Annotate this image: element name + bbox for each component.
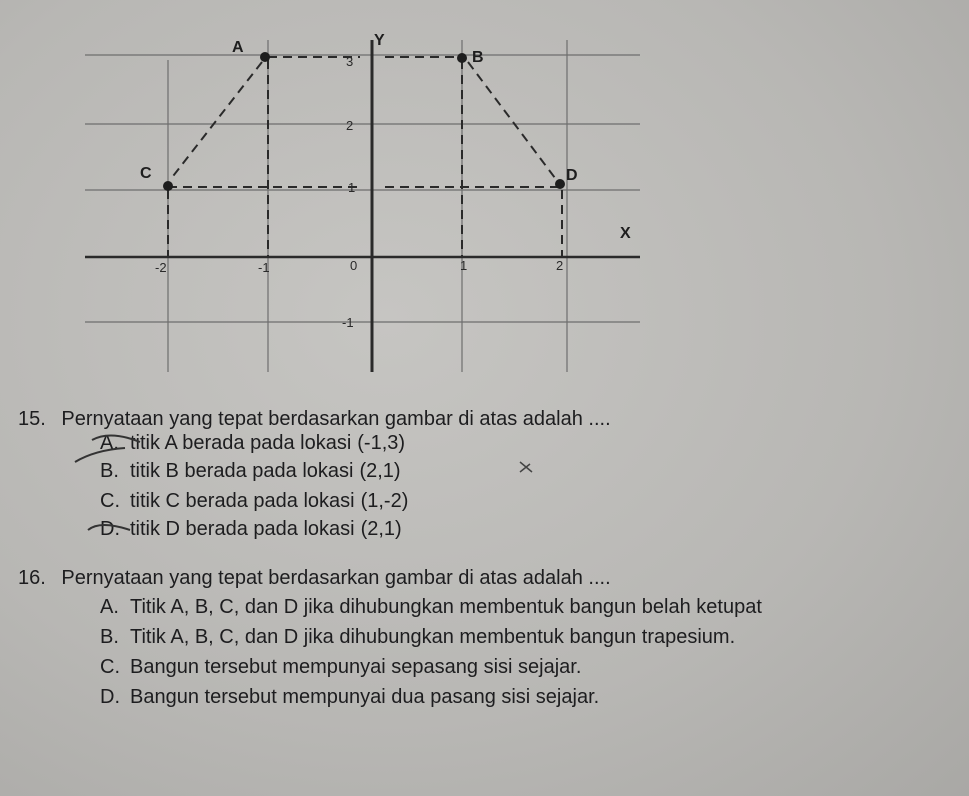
option-text: Titik A, B, C, dan D jika dihubungkan membentuk bangun belah ketupat: [130, 596, 762, 618]
question-16: [18, 567, 611, 590]
option-text: titik D berada pada lokasi: [130, 518, 355, 540]
point-d: [555, 179, 565, 189]
x-tick-label: 0: [350, 258, 358, 273]
question-number: 16.: [18, 567, 46, 589]
point-label: B: [472, 49, 484, 66]
x-tick-label: -2: [155, 260, 167, 275]
point-b: [457, 53, 467, 63]
x-tick-label: -1: [258, 260, 270, 275]
point-label: C: [140, 165, 152, 182]
option-text: Titik A, B, C, dan D jika dihubungkan membentuk bangun trapesium.: [130, 626, 736, 648]
option-letter: C.: [100, 656, 120, 678]
option-letter: C.: [100, 490, 120, 512]
option-letter: B.: [100, 460, 119, 482]
option-text: titik C berada pada lokasi: [130, 490, 355, 512]
x-tick-label: 1: [460, 258, 468, 273]
points: [163, 52, 565, 191]
segment-b-d: [468, 62, 555, 178]
question-number: 15.: [18, 408, 46, 430]
q16-option-a[interactable]: [100, 596, 762, 619]
point-c: [163, 181, 173, 191]
dashed-guides: [168, 57, 562, 257]
option-letter: D.: [100, 518, 120, 540]
option-letter: A.: [100, 432, 119, 454]
x-tick-label: 2: [556, 258, 564, 273]
cross-mark-icon: [520, 462, 532, 472]
question-text: Pernyataan yang tepat berdasarkan gambar di atas adalah ....: [61, 408, 611, 430]
option-letter: A.: [100, 596, 119, 618]
y-tick-label: -1: [342, 315, 354, 330]
answer-mark-icon: [75, 435, 140, 462]
q16-option-c[interactable]: [100, 656, 581, 679]
option-text: Bangun tersebut mempunyai sepasang sisi sejajar.: [130, 656, 582, 678]
point-label: D: [566, 167, 578, 184]
segment-a-c: [170, 62, 262, 180]
point-a: [260, 52, 270, 62]
option-letter: B.: [100, 626, 119, 648]
answer-mark-icon: [88, 525, 130, 530]
option-value: (2,1): [359, 460, 401, 482]
option-value: (1,-2): [360, 490, 409, 512]
y-axis-label: Y: [374, 32, 385, 49]
y-tick-label: 2: [346, 118, 354, 133]
q16-option-b[interactable]: [100, 626, 735, 649]
question-text: Pernyataan yang tepat berdasarkan gambar di atas adalah ....: [61, 567, 611, 589]
x-axis-label: X: [620, 225, 631, 242]
q16-option-d[interactable]: [100, 686, 599, 709]
option-text: Bangun tersebut mempunyai dua pasang sisi sejajar.: [130, 686, 600, 708]
pencil-marks: [0, 420, 969, 560]
option-value: (-1,3): [357, 432, 406, 454]
option-value: (2,1): [360, 518, 402, 540]
option-letter: D.: [100, 686, 120, 708]
option-text: titik B berada pada lokasi: [130, 460, 354, 482]
option-text: titik A berada pada lokasi: [130, 432, 352, 454]
y-tick-label: 1: [348, 180, 356, 195]
y-tick-label: 3: [346, 54, 354, 69]
point-label: A: [232, 39, 244, 56]
